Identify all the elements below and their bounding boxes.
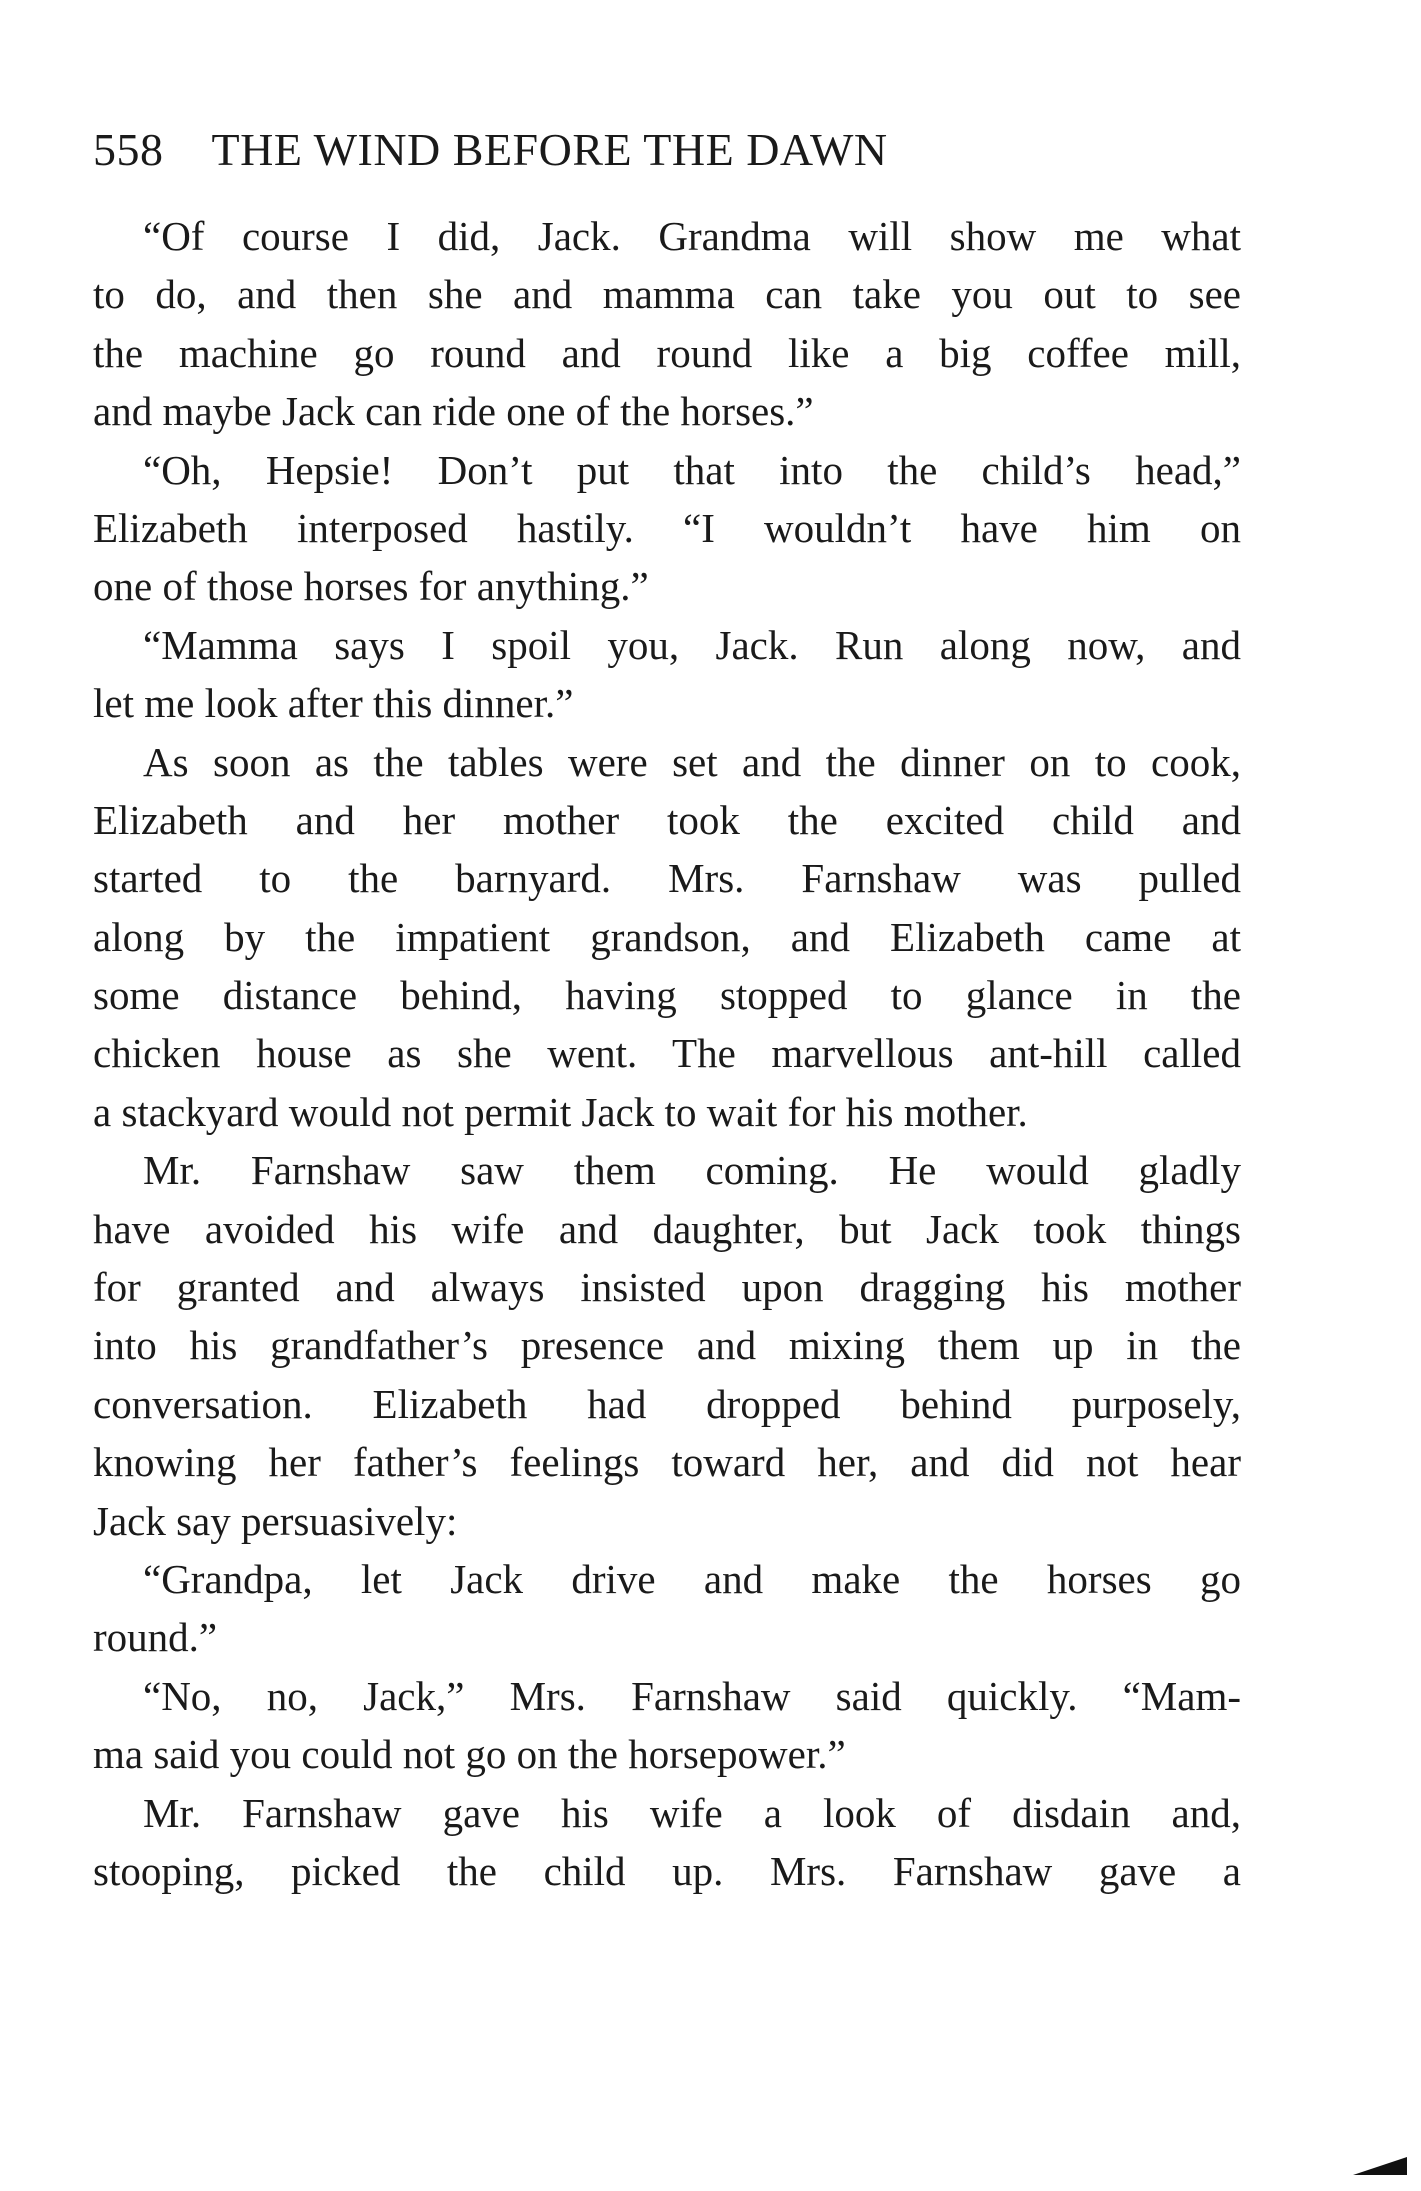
text-line: a stackyard would not permit Jack to wait for his mother. [93,1088,1028,1135]
text-line: stooping, picked the child up. Mrs. Farnshaw gave a [93,1847,1241,1894]
running-head [93,122,1273,178]
text-line: some distance behind, having stopped to glance in the [93,972,1241,1019]
text-line: knowing her father’s feelings toward her, and did not hear [93,1439,1241,1486]
text-line: conversation. Elizabeth had dropped behind purposely, [93,1380,1241,1427]
text-line: to do, and then she and mamma can take you out to see [93,271,1241,318]
text-line: one of those horses for anything.” [93,563,649,610]
scan-corner-mark [1353,2157,1407,2175]
text-line: “Grandpa, let Jack drive and make the horses go [143,1555,1241,1602]
text-line: Elizabeth and her mother took the excited child and [93,796,1241,843]
text-line: “No, no, Jack,” Mrs. Farnshaw said quickly. “Mam- [143,1672,1241,1719]
text-line: Jack say persuasively: [93,1497,458,1544]
text-line: As soon as the tables were set and the dinner on to cook, [143,738,1241,785]
text-line: “Oh, Hepsie! Don’t put that into the child’s head,” [143,446,1241,493]
page-number: 558 [93,124,164,175]
text-line: “Of course I did, Jack. Grandma will show me what [143,213,1241,259]
text-line: the machine go round and round like a big coffee mill, [93,329,1241,376]
text-line: “Mamma says I spoil you, Jack. Run along now, and [143,621,1241,668]
text-line: round.” [93,1614,218,1661]
text-line: along by the impatient grandson, and Elizabeth came at [93,913,1241,960]
text-line: for granted and always insisted upon dragging his mother [93,1264,1241,1311]
text-line: Mr. Farnshaw saw them coming. He would gladly [143,1147,1241,1194]
text-line: started to the barnyard. Mrs. Farnshaw was pulled [93,855,1241,902]
text-line: and maybe Jack can ride one of the horses.” [93,388,814,435]
body-text [93,207,1241,1900]
text-line: let me look after this dinner.” [93,680,574,727]
text-line: Mr. Farnshaw gave his wife a look of disdain and, [143,1789,1241,1836]
text-line: ma said you could not go on the horsepower.” [93,1731,846,1778]
running-title: THE WIND BEFORE THE DAWN [211,124,888,175]
text-line: into his grandfather’s presence and mixing them up in the [93,1322,1241,1369]
text-line: chicken house as she went. The marvellous ant-hill called [93,1030,1241,1077]
text-line: Elizabeth interposed hastily. “I wouldn’t have him on [93,504,1241,551]
text-line: have avoided his wife and daughter, but Jack took things [93,1205,1241,1252]
